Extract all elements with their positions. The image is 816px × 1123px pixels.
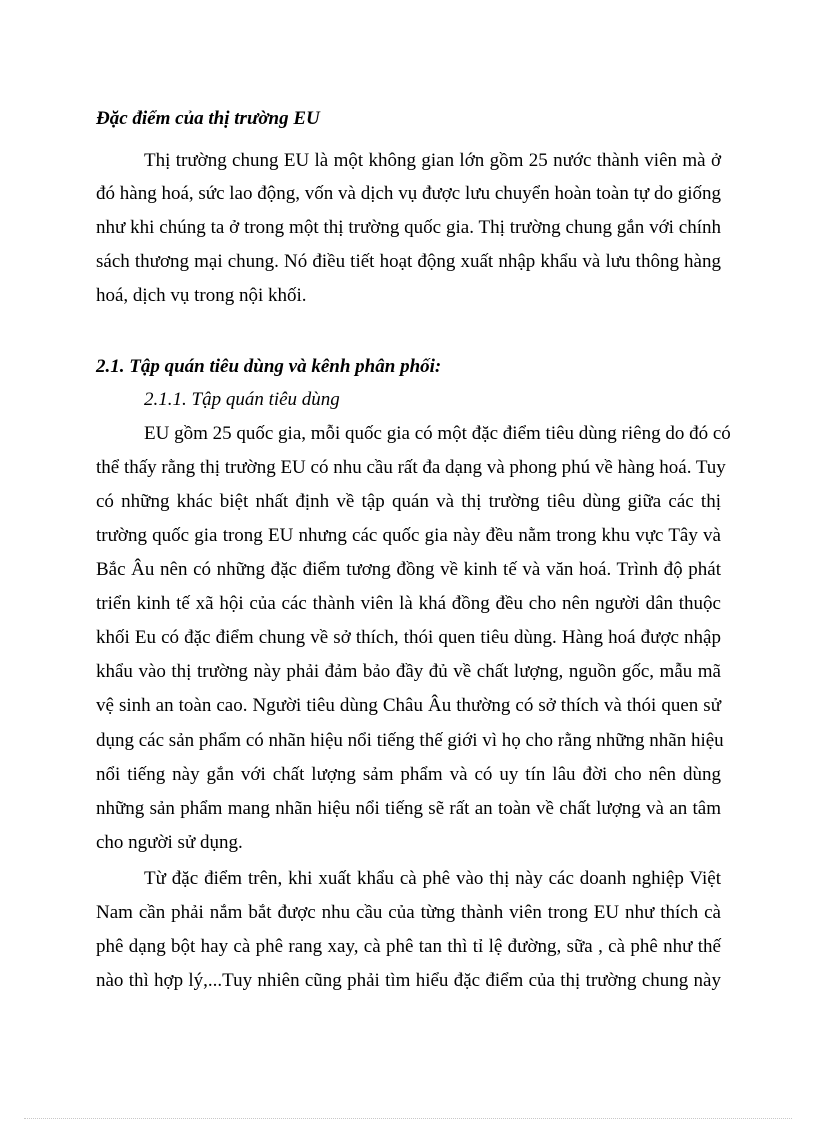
paragraph-line: vệ sinh an toàn cao. Người tiêu dùng Châu Âu thường có sở thích và thói quen sử <box>96 695 721 716</box>
paragraph-line: cho người sử dụng. <box>96 832 243 853</box>
paragraph-line: Thị trường chung EU là một không gian lớn gồm 25 nước thành viên mà ở <box>144 150 721 171</box>
page-bottom-divider <box>24 1118 792 1119</box>
paragraph-line: sách thương mại chung. Nó điều tiết hoạt động xuất nhập khẩu và lưu thông hàng <box>96 251 721 272</box>
paragraph-line: có những khác biệt nhất định về tập quán và thị trường tiêu dùng giữa các thị <box>96 491 721 512</box>
paragraph-line: thể thấy rằng thị trường EU có nhu cầu rất đa dạng và phong phú về hàng hoá. Tuy <box>96 457 726 478</box>
paragraph-line: EU gồm 25 quốc gia, mỗi quốc gia có một đặc điểm tiêu dùng riêng do đó có <box>144 423 731 444</box>
paragraph-line: Bắc Âu nên có những đặc điểm tương đồng về kinh tế và văn hoá. Trình độ phát <box>96 559 721 580</box>
section-title: Đặc điểm của thị trường EU <box>96 108 320 129</box>
paragraph-line: khối Eu có đặc điểm chung về sở thích, thói quen tiêu dùng. Hàng hoá được nhập <box>96 627 721 648</box>
paragraph-line: triển kinh tế xã hội của các thành viên là khá đồng đều cho nên người dân thuộc <box>96 593 721 614</box>
paragraph-line: hoá, dịch vụ trong nội khối. <box>96 285 307 306</box>
paragraph-line: dụng các sản phẩm có nhãn hiệu nổi tiếng thế giới vì họ cho rằng những nhãn hiệu <box>96 730 724 751</box>
heading-2-1-1: 2.1.1. Tập quán tiêu dùng <box>144 389 340 410</box>
paragraph-line: trường quốc gia trong EU nhưng các quốc gia này đều nằm trong khu vực Tây và <box>96 525 721 546</box>
paragraph-line: khẩu vào thị trường này phải đảm bảo đầy đủ về chất lượng, nguồn gốc, mẫu mã <box>96 661 721 682</box>
paragraph-line: nào thì hợp lý,...Tuy nhiên cũng phải tìm hiểu đặc điểm của thị trường chung này <box>96 970 721 991</box>
paragraph-line: nổi tiếng này gắn với chất lượng sảm phẩm và có uy tín lâu đời cho nên dùng <box>96 764 721 785</box>
paragraph-line: những sản phẩm mang nhãn hiệu nổi tiếng sẽ rất an toàn về chất lượng và an tâm <box>96 798 721 819</box>
paragraph-line: đó hàng hoá, sức lao động, vốn và dịch vụ được lưu chuyển hoàn toàn tự do giống <box>96 183 721 204</box>
paragraph-line: phê dạng bột hay cà phê rang xay, cà phê tan thì tỉ lệ đường, sữa , cà phê như thế <box>96 936 721 957</box>
heading-2-1: 2.1. Tập quán tiêu dùng và kênh phân phối: <box>96 356 442 377</box>
paragraph-line: như khi chúng ta ở trong một thị trường quốc gia. Thị trường chung gắn với chính <box>96 217 721 238</box>
paragraph-line: Từ đặc điểm trên, khi xuất khẩu cà phê vào thị này các doanh nghiệp Việt <box>144 868 721 889</box>
paragraph-line: Nam cần phải nắm bắt được nhu cầu của từng thành viên trong EU như thích cà <box>96 902 721 923</box>
